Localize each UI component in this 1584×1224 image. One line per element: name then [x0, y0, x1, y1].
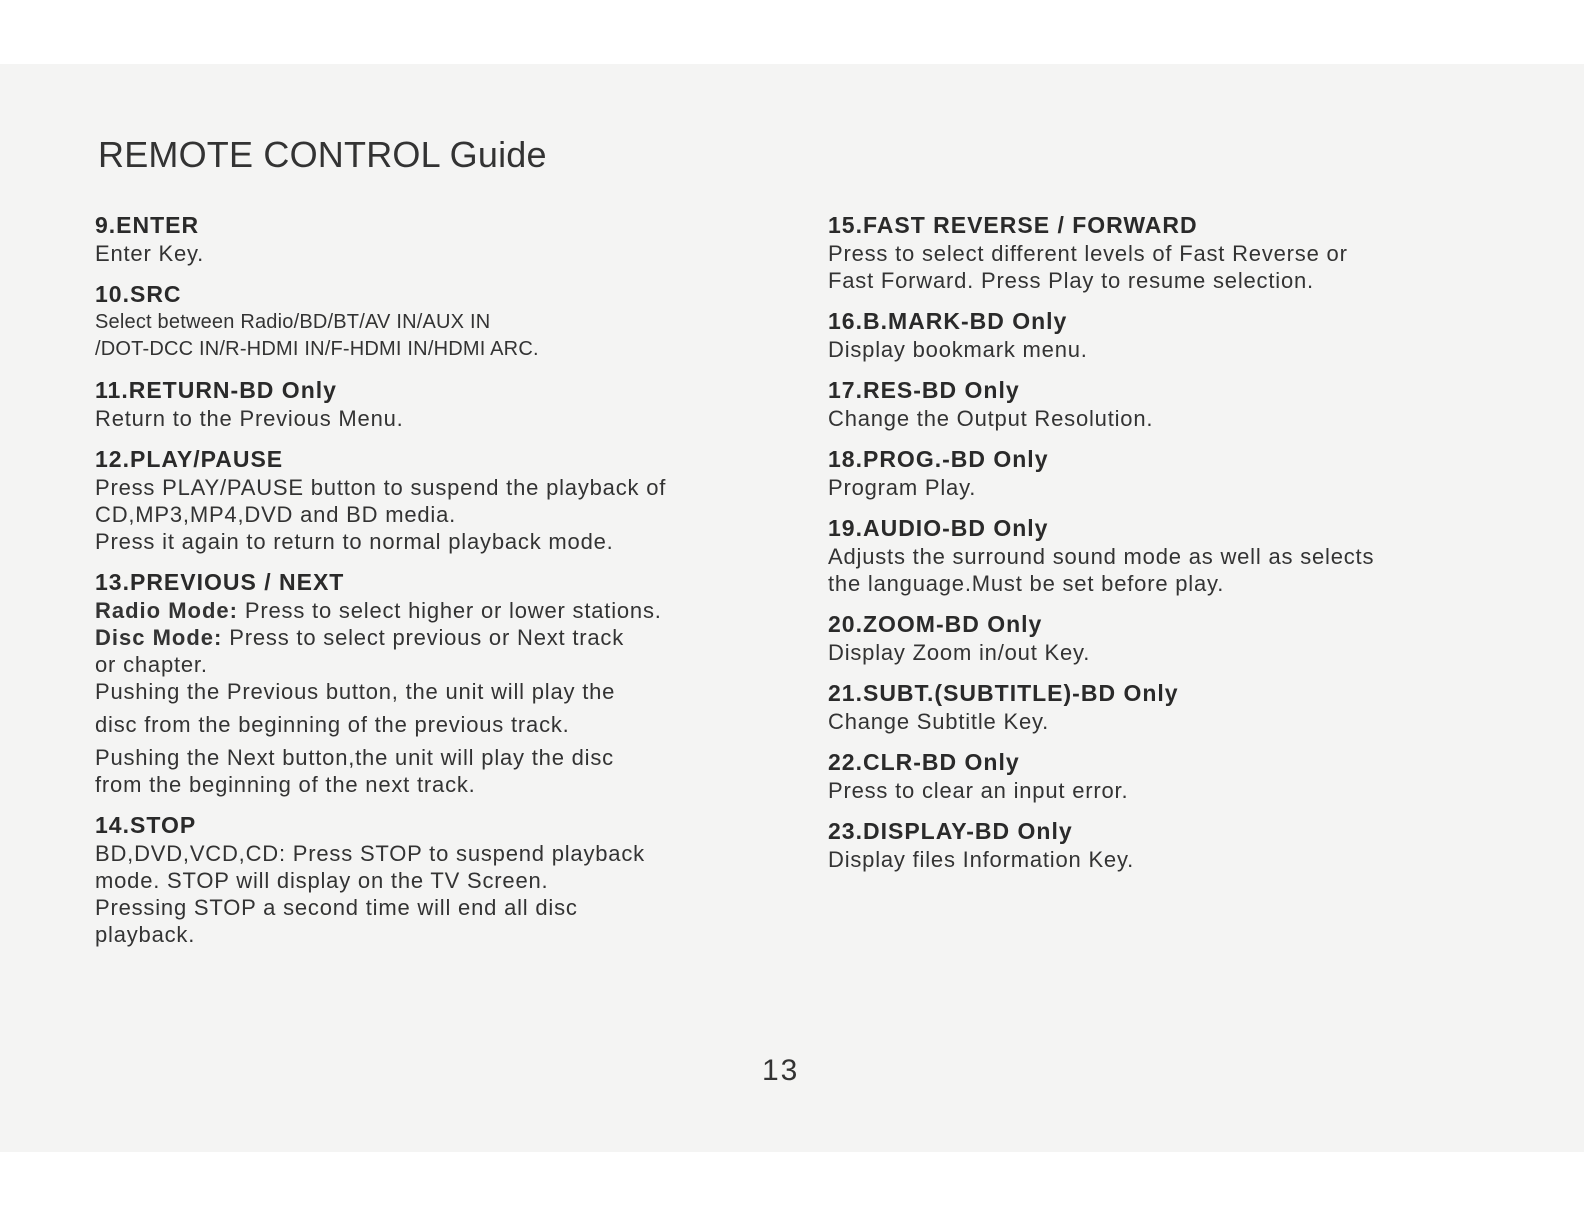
entry-text: Display Zoom in/out Key. [828, 640, 1091, 665]
entry-stop [95, 810, 755, 948]
entry-heading: 21.SUBT.(SUBTITLE)-BD Only [828, 680, 1179, 706]
entry-text: playback. [95, 922, 196, 947]
entry-heading: 12.PLAY/PAUSE [95, 446, 284, 472]
entry-zoom [828, 609, 1468, 666]
entry-heading: 23.DISPLAY-BD Only [828, 818, 1073, 844]
entry-text: the language.Must be set before play. [828, 571, 1225, 596]
entry-play-pause [95, 444, 755, 555]
entry-text: mode. STOP will display on the TV Screen. [95, 868, 549, 893]
entry-text: Fast Forward. Press Play to resume selection. [828, 268, 1314, 293]
disc-mode-text: Press to select previous or Next track [222, 625, 625, 650]
entry-text: Enter Key. [95, 241, 205, 266]
entry-text: disc from the beginning of the previous track. [95, 712, 570, 737]
page-number: 13 [762, 1054, 800, 1087]
entry-heading: 10.SRC [95, 281, 182, 307]
entry-text: Pushing the Previous button, the unit will play the [95, 679, 616, 704]
entry-text: Adjusts the surround sound mode as well as selects [828, 544, 1375, 569]
entry-text: Press it again to return to normal playback mode. [95, 529, 614, 554]
entry-text: CD,MP3,MP4,DVD and BD media. [95, 502, 457, 527]
entry-text: Display files Information Key. [828, 847, 1135, 872]
radio-mode-text: Press to select higher or lower stations. [238, 598, 662, 623]
entry-subtitle [828, 678, 1468, 735]
left-column [95, 210, 755, 960]
entry-text: from the beginning of the next track. [95, 772, 476, 797]
entry-heading: 19.AUDIO-BD Only [828, 515, 1049, 541]
radio-mode-label: Radio Mode: [95, 598, 238, 623]
entry-audio [828, 513, 1468, 597]
entry-previous-next [95, 567, 755, 798]
entry-text: BD,DVD,VCD,CD: Press STOP to suspend playback [95, 841, 645, 866]
entry-text: Return to the Previous Menu. [95, 406, 404, 431]
entry-text-disc-mode [95, 624, 755, 651]
entry-return [95, 375, 755, 432]
entry-heading: 18.PROG.-BD Only [828, 446, 1049, 472]
disc-mode-label: Disc Mode: [95, 625, 223, 650]
entry-text-radio-mode [95, 597, 755, 624]
entry-heading: 9.ENTER [95, 212, 200, 238]
right-column [828, 210, 1468, 885]
entry-clear [828, 747, 1468, 804]
entry-text: /DOT-DCC IN/R-HDMI IN/F-HDMI IN/HDMI ARC. [95, 338, 539, 360]
entry-text: Change Subtitle Key. [828, 709, 1050, 734]
entry-display [828, 816, 1468, 873]
entry-text: Change the Output Resolution. [828, 406, 1154, 431]
entry-text: Press PLAY/PAUSE button to suspend the playback of [95, 475, 667, 500]
entry-heading: 20.ZOOM-BD Only [828, 611, 1043, 637]
entry-text: Pushing the Next button,the unit will play the disc [95, 745, 614, 770]
entry-text: Press to select different levels of Fast Reverse or [828, 241, 1348, 266]
entry-enter [95, 210, 755, 267]
entry-text: Select between Radio/BD/BT/AV IN/AUX IN [95, 311, 491, 333]
entry-src [95, 279, 755, 363]
entry-heading: 14.STOP [95, 812, 197, 838]
entry-heading: 16.B.MARK-BD Only [828, 308, 1068, 334]
entry-text: Pressing STOP a second time will end all disc [95, 895, 578, 920]
entry-text: or chapter. [95, 652, 208, 677]
page-title: REMOTE CONTROL Guide [98, 134, 547, 175]
entry-heading: 11.RETURN-BD Only [95, 377, 337, 403]
entry-text: Display bookmark menu. [828, 337, 1088, 362]
entry-text: Press to clear an input error. [828, 778, 1129, 803]
entry-text: Program Play. [828, 475, 977, 500]
entry-bookmark [828, 306, 1468, 363]
entry-heading: 22.CLR-BD Only [828, 749, 1020, 775]
entry-fast-reverse-forward [828, 210, 1468, 294]
entry-program [828, 444, 1468, 501]
entry-resolution [828, 375, 1468, 432]
entry-heading: 15.FAST REVERSE / FORWARD [828, 212, 1198, 238]
entry-heading: 17.RES-BD Only [828, 377, 1020, 403]
entry-heading: 13.PREVIOUS / NEXT [95, 569, 345, 595]
